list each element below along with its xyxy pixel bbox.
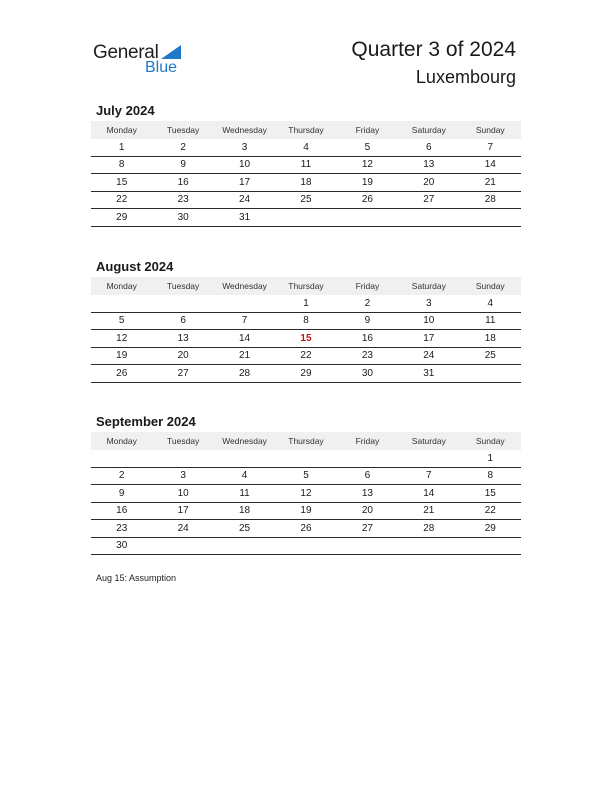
day-cell: 17: [398, 330, 459, 348]
day-cell: [275, 209, 336, 227]
day-cell: 9: [91, 485, 152, 503]
week-row: [91, 485, 521, 503]
day-cell: 19: [91, 347, 152, 365]
day-cell: 2: [152, 139, 213, 156]
weekday-header: Saturday: [398, 121, 459, 139]
day-cell: 5: [337, 139, 398, 156]
day-cell: 25: [214, 520, 275, 538]
month-september: [91, 413, 521, 555]
week-row: [91, 174, 521, 192]
day-cell: 26: [337, 191, 398, 209]
week-row: [91, 209, 521, 227]
day-cell: 24: [152, 520, 213, 538]
day-cell: 18: [214, 502, 275, 520]
logo-text-general: General: [93, 42, 159, 63]
day-cell: 5: [275, 467, 336, 485]
weekday-header: Friday: [337, 432, 398, 450]
month-august: [91, 258, 521, 383]
day-cell: 4: [460, 295, 521, 312]
week-row: [91, 156, 521, 174]
holiday-note: Aug 15: Assumption: [96, 573, 177, 583]
weekday-header: Sunday: [460, 277, 521, 295]
month-title: July 2024: [96, 103, 155, 118]
day-cell: 3: [398, 295, 459, 312]
weekday-header: Thursday: [275, 432, 336, 450]
day-cell: 23: [152, 191, 213, 209]
day-cell: 15: [460, 485, 521, 503]
weekday-header: Sunday: [460, 121, 521, 139]
day-cell: 10: [398, 312, 459, 330]
day-cell: 20: [398, 174, 459, 192]
day-cell: 20: [152, 347, 213, 365]
day-cell: 1: [460, 450, 521, 467]
logo-triangle-icon: [161, 45, 181, 59]
week-row: [91, 450, 521, 467]
day-cell: [214, 295, 275, 312]
day-cell: [337, 209, 398, 227]
weekday-header: Wednesday: [214, 432, 275, 450]
day-cell: 17: [214, 174, 275, 192]
day-cell: 1: [275, 295, 336, 312]
day-cell: 3: [214, 139, 275, 156]
day-cell: [214, 537, 275, 555]
week-row: [91, 139, 521, 156]
week-row: [91, 502, 521, 520]
day-cell: 19: [337, 174, 398, 192]
day-cell: 1: [91, 139, 152, 156]
day-cell: 21: [398, 502, 459, 520]
day-cell: 7: [460, 139, 521, 156]
day-cell: [91, 450, 152, 467]
day-cell: 14: [214, 330, 275, 348]
day-cell: 10: [152, 485, 213, 503]
day-cell: 14: [460, 156, 521, 174]
day-cell: 22: [460, 502, 521, 520]
day-cell: 21: [214, 347, 275, 365]
day-cell: 22: [275, 347, 336, 365]
day-cell: 24: [214, 191, 275, 209]
day-cell: 15: [91, 174, 152, 192]
week-row: [91, 467, 521, 485]
day-cell: 26: [91, 365, 152, 383]
day-cell: 30: [91, 537, 152, 555]
day-cell: 11: [460, 312, 521, 330]
day-cell: 31: [214, 209, 275, 227]
weekday-header: Monday: [91, 121, 152, 139]
day-cell: 13: [152, 330, 213, 348]
day-cell: 25: [460, 347, 521, 365]
day-cell: [337, 537, 398, 555]
week-row: [91, 347, 521, 365]
weekday-header: Friday: [337, 121, 398, 139]
day-cell: 16: [152, 174, 213, 192]
day-cell: 6: [398, 139, 459, 156]
day-cell: 4: [275, 139, 336, 156]
logo-text-blue: Blue: [145, 59, 178, 76]
day-cell: 26: [275, 520, 336, 538]
weekday-header: Sunday: [460, 432, 521, 450]
weekday-header: Wednesday: [214, 121, 275, 139]
day-cell: [460, 537, 521, 555]
week-row: [91, 330, 521, 348]
country-name: Luxembourg: [415, 67, 516, 87]
day-cell: 6: [152, 312, 213, 330]
day-cell: 2: [337, 295, 398, 312]
day-cell: 12: [91, 330, 152, 348]
day-cell: [460, 209, 521, 227]
weekday-header: Monday: [91, 277, 152, 295]
day-cell: 14: [398, 485, 459, 503]
day-cell: [275, 450, 336, 467]
day-cell: 31: [398, 365, 459, 383]
day-cell: 9: [337, 312, 398, 330]
weekday-header: Saturday: [398, 277, 459, 295]
calendar-table: [91, 277, 521, 383]
day-cell: 20: [337, 502, 398, 520]
day-cell: 11: [214, 485, 275, 503]
day-cell: 4: [214, 467, 275, 485]
week-row: [91, 312, 521, 330]
weekday-header: Tuesday: [152, 432, 213, 450]
day-cell: 15: [275, 330, 336, 348]
month-july: [91, 102, 521, 227]
month-title: August 2024: [96, 259, 174, 274]
day-cell: 7: [398, 467, 459, 485]
weekday-header: Wednesday: [214, 277, 275, 295]
weekday-header: Thursday: [275, 121, 336, 139]
day-cell: 28: [398, 520, 459, 538]
day-cell: 23: [91, 520, 152, 538]
day-cell: [460, 365, 521, 383]
weekday-header: Monday: [91, 432, 152, 450]
day-cell: 25: [275, 191, 336, 209]
day-cell: 8: [91, 156, 152, 174]
week-row: [91, 365, 521, 383]
day-cell: 29: [275, 365, 336, 383]
day-cell: 10: [214, 156, 275, 174]
week-row: [91, 191, 521, 209]
day-cell: 16: [91, 502, 152, 520]
day-cell: [337, 450, 398, 467]
calendar-table: [91, 121, 521, 227]
day-cell: 30: [152, 209, 213, 227]
day-cell: 23: [337, 347, 398, 365]
holiday-notes: [96, 573, 176, 583]
day-cell: 17: [152, 502, 213, 520]
week-row: [91, 537, 521, 555]
day-cell: 24: [398, 347, 459, 365]
day-cell: [398, 450, 459, 467]
page-title: Quarter 3 of 2024: [351, 38, 516, 61]
weekday-header: Tuesday: [152, 121, 213, 139]
day-cell: 3: [152, 467, 213, 485]
weekday-header: Tuesday: [152, 277, 213, 295]
day-cell: 27: [337, 520, 398, 538]
day-cell: 30: [337, 365, 398, 383]
day-cell: 7: [214, 312, 275, 330]
day-cell: 11: [275, 156, 336, 174]
day-cell: 19: [275, 502, 336, 520]
day-cell: 27: [398, 191, 459, 209]
weekday-header-row: [91, 277, 521, 295]
day-cell: [152, 537, 213, 555]
day-cell: [398, 537, 459, 555]
day-cell: [214, 450, 275, 467]
day-cell: [152, 450, 213, 467]
week-row: [91, 520, 521, 538]
day-cell: 28: [214, 365, 275, 383]
day-cell: 18: [275, 174, 336, 192]
day-cell: 29: [91, 209, 152, 227]
day-cell: 5: [91, 312, 152, 330]
generalblue-logo: [93, 40, 193, 80]
day-cell: [91, 295, 152, 312]
day-cell: 13: [398, 156, 459, 174]
weekday-header: Thursday: [275, 277, 336, 295]
weekday-header-row: [91, 432, 521, 450]
day-cell: 2: [91, 467, 152, 485]
weekday-header: Saturday: [398, 432, 459, 450]
day-cell: 27: [152, 365, 213, 383]
day-cell: [152, 295, 213, 312]
week-row: [91, 295, 521, 312]
day-cell: [275, 537, 336, 555]
day-cell: 29: [460, 520, 521, 538]
weekday-header-row: [91, 121, 521, 139]
day-cell: 22: [91, 191, 152, 209]
day-cell: 18: [460, 330, 521, 348]
day-cell: 9: [152, 156, 213, 174]
day-cell: 13: [337, 485, 398, 503]
month-title: September 2024: [96, 414, 196, 429]
day-cell: 12: [337, 156, 398, 174]
day-cell: 8: [275, 312, 336, 330]
day-cell: 28: [460, 191, 521, 209]
day-cell: 21: [460, 174, 521, 192]
day-cell: 6: [337, 467, 398, 485]
day-cell: [398, 209, 459, 227]
day-cell: 12: [275, 485, 336, 503]
weekday-header: Friday: [337, 277, 398, 295]
day-cell: 16: [337, 330, 398, 348]
day-cell: 8: [460, 467, 521, 485]
calendar-table: [91, 432, 521, 555]
